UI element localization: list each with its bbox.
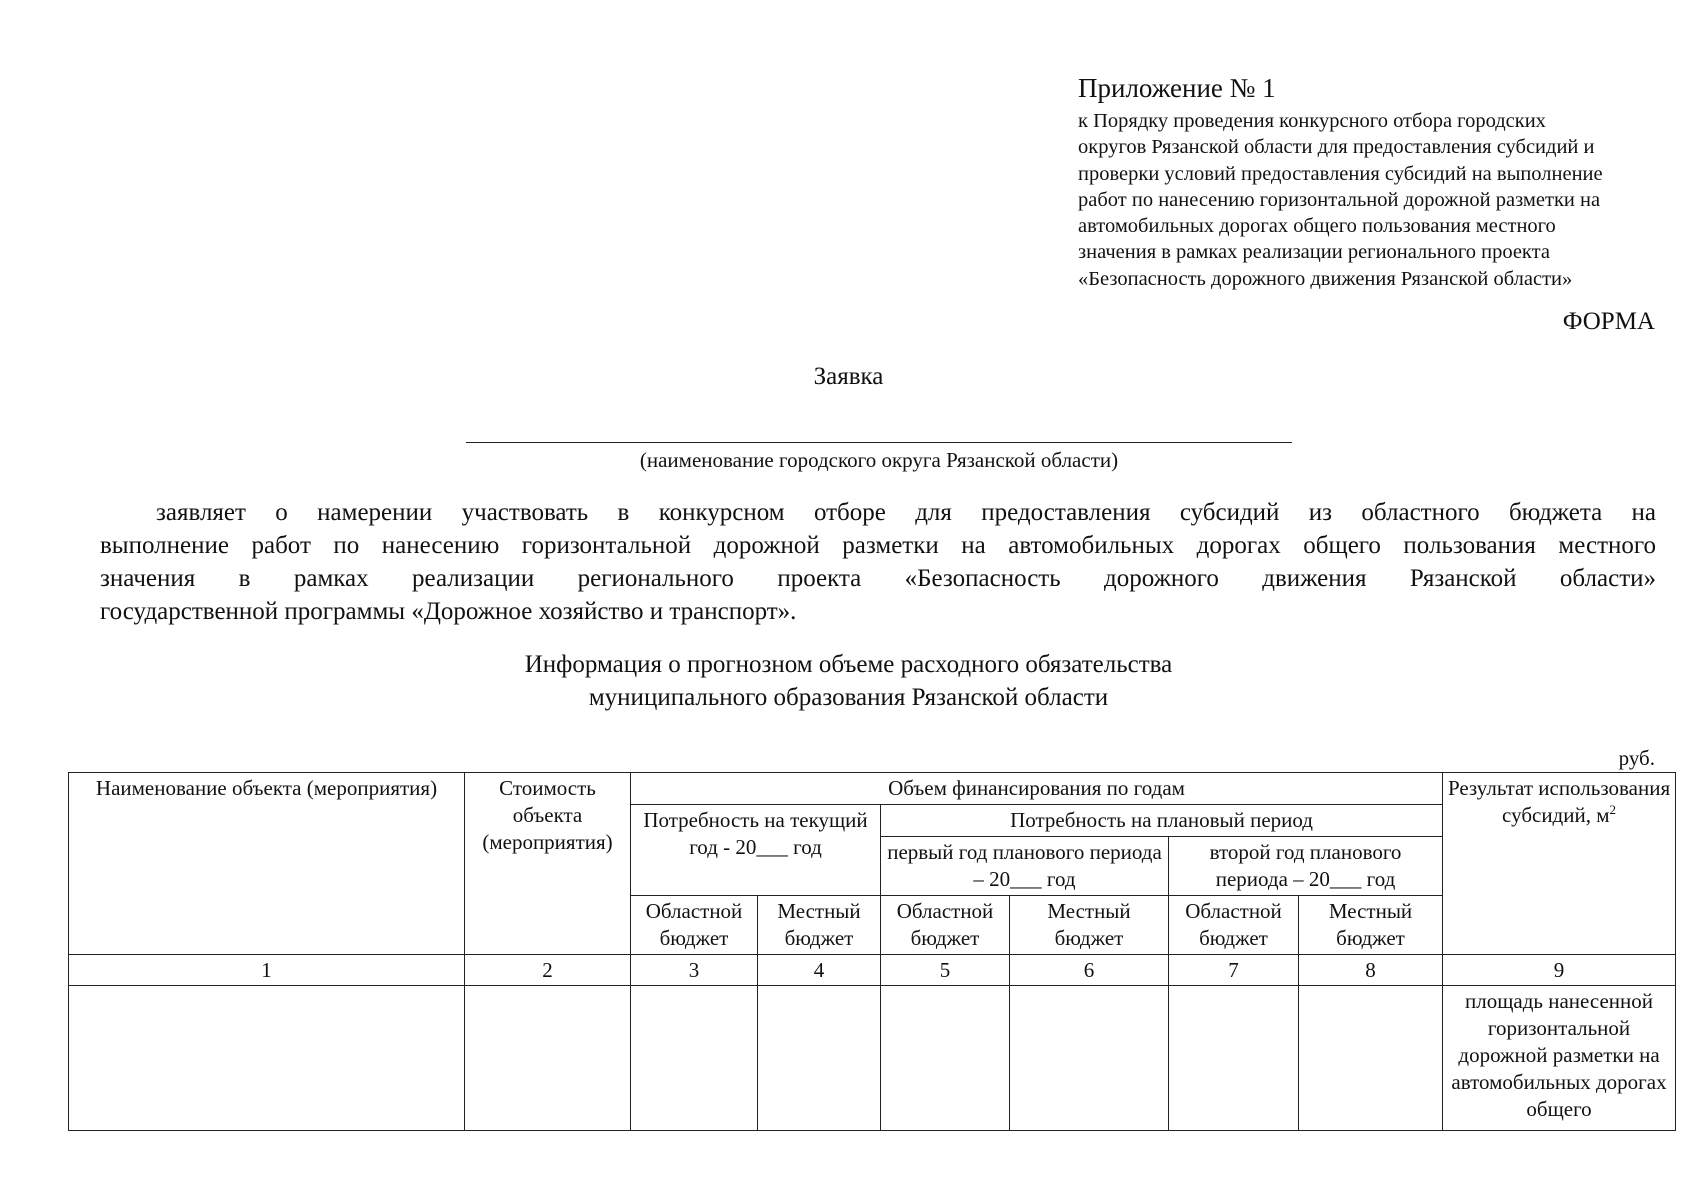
appendix-title: Приложение № 1 bbox=[1078, 73, 1276, 103]
info-title-line: Информация о прогнозном объеме расходного обязательства bbox=[524, 651, 1173, 678]
statement-line: выполнение работ по нанесению горизонтальной дорожной разметки на автомобильных дорогах общего пользования местного bbox=[100, 532, 1656, 559]
header-regional-budget: Областной бюджет bbox=[881, 896, 1010, 955]
statement-line: государственной программы «Дорожное хозяйство и транспорт». bbox=[100, 598, 797, 625]
cell-current-local[interactable] bbox=[758, 986, 881, 1131]
header-regional-budget: Областной бюджет bbox=[631, 896, 758, 955]
header-subsidy-result: Результат использования субсидий, $м^2$ bbox=[1443, 773, 1676, 955]
appendix-line: к Порядку проведения конкурсного отбора городских bbox=[1078, 110, 1546, 132]
column-number: 1 bbox=[69, 955, 465, 986]
header-current-year: Потребность на текущий год - 20___ год bbox=[631, 805, 881, 896]
appendix-line: работ по нанесению горизонтальной дорожной разметки на bbox=[1078, 188, 1601, 211]
appendix-line: проверки условий предоставления субсидий на выполнение bbox=[1078, 162, 1603, 185]
cell-year1-local[interactable] bbox=[1010, 986, 1169, 1131]
appendix-header bbox=[1078, 72, 1678, 292]
column-number: 7 bbox=[1169, 955, 1299, 986]
column-number-row bbox=[69, 955, 1676, 986]
header-local-budget: Местный бюджет bbox=[1299, 896, 1443, 955]
header-object-name: Наименование объекта (мероприятия) bbox=[69, 773, 465, 955]
cell-subsidy-result: площадь нанесенной горизонтальной дорожной разметки на автомобильных дорогах общего bbox=[1443, 986, 1676, 1131]
table-row bbox=[69, 986, 1676, 1131]
appendix-line: значения в рамках реализации регионального проекта bbox=[1078, 241, 1550, 264]
cell-object-name[interactable] bbox=[69, 986, 465, 1131]
currency-unit: руб. bbox=[1618, 746, 1655, 770]
header-regional-budget: Областной бюджет bbox=[1169, 896, 1299, 955]
header-planned-period: Потребность на плановый период bbox=[881, 805, 1443, 837]
appendix-line: округов Рязанской области для предоставления субсидий и bbox=[1078, 136, 1595, 159]
header-local-budget: Местный бюджет bbox=[1010, 896, 1169, 955]
header-second-plan-year: второй год планового периода – 20___ год bbox=[1169, 837, 1443, 896]
info-title-line: муниципального образования Рязанской области bbox=[588, 684, 1109, 711]
cell-year1-regional[interactable] bbox=[881, 986, 1010, 1131]
info-title bbox=[0, 648, 1697, 714]
cell-object-cost[interactable] bbox=[465, 986, 631, 1131]
statement-line: заявляет о намерении участвовать в конкурсном отборе для предоставления субсидий из областного бюджета на bbox=[156, 499, 1656, 526]
document-title: Заявка bbox=[813, 363, 884, 390]
column-number: 6 bbox=[1010, 955, 1169, 986]
column-number: 3 bbox=[631, 955, 758, 986]
column-number: 8 bbox=[1299, 955, 1443, 986]
header-funding-by-year: Объем финансирования по годам bbox=[631, 773, 1443, 805]
column-number: 5 bbox=[881, 955, 1010, 986]
column-number: 4 bbox=[758, 955, 881, 986]
column-number: 9 bbox=[1443, 955, 1676, 986]
cell-year2-local[interactable] bbox=[1299, 986, 1443, 1131]
municipality-name-field[interactable] bbox=[466, 442, 1292, 443]
municipality-name-caption: (наименование городского округа Рязанской области) bbox=[639, 448, 1119, 472]
statement-paragraph bbox=[100, 496, 1656, 628]
statement-line: значения в рамках реализации регионального проекта «Безопасность дорожного движения Рязанской области» bbox=[100, 565, 1656, 592]
cell-current-regional[interactable] bbox=[631, 986, 758, 1131]
header-first-plan-year: первый год планового периода – 20___ год bbox=[881, 837, 1169, 896]
form-label: ФОРМА bbox=[1562, 308, 1655, 335]
funding-table bbox=[68, 772, 1676, 1131]
header-object-cost: Стоимость объекта (мероприятия) bbox=[465, 773, 631, 955]
cell-year2-regional[interactable] bbox=[1169, 986, 1299, 1131]
appendix-line: автомобильных дорогах общего пользования местного bbox=[1078, 215, 1556, 238]
header-local-budget: Местный бюджет bbox=[758, 896, 881, 955]
column-number: 2 bbox=[465, 955, 631, 986]
appendix-line: «Безопасность дорожного движения Рязанской области» bbox=[1078, 267, 1573, 290]
